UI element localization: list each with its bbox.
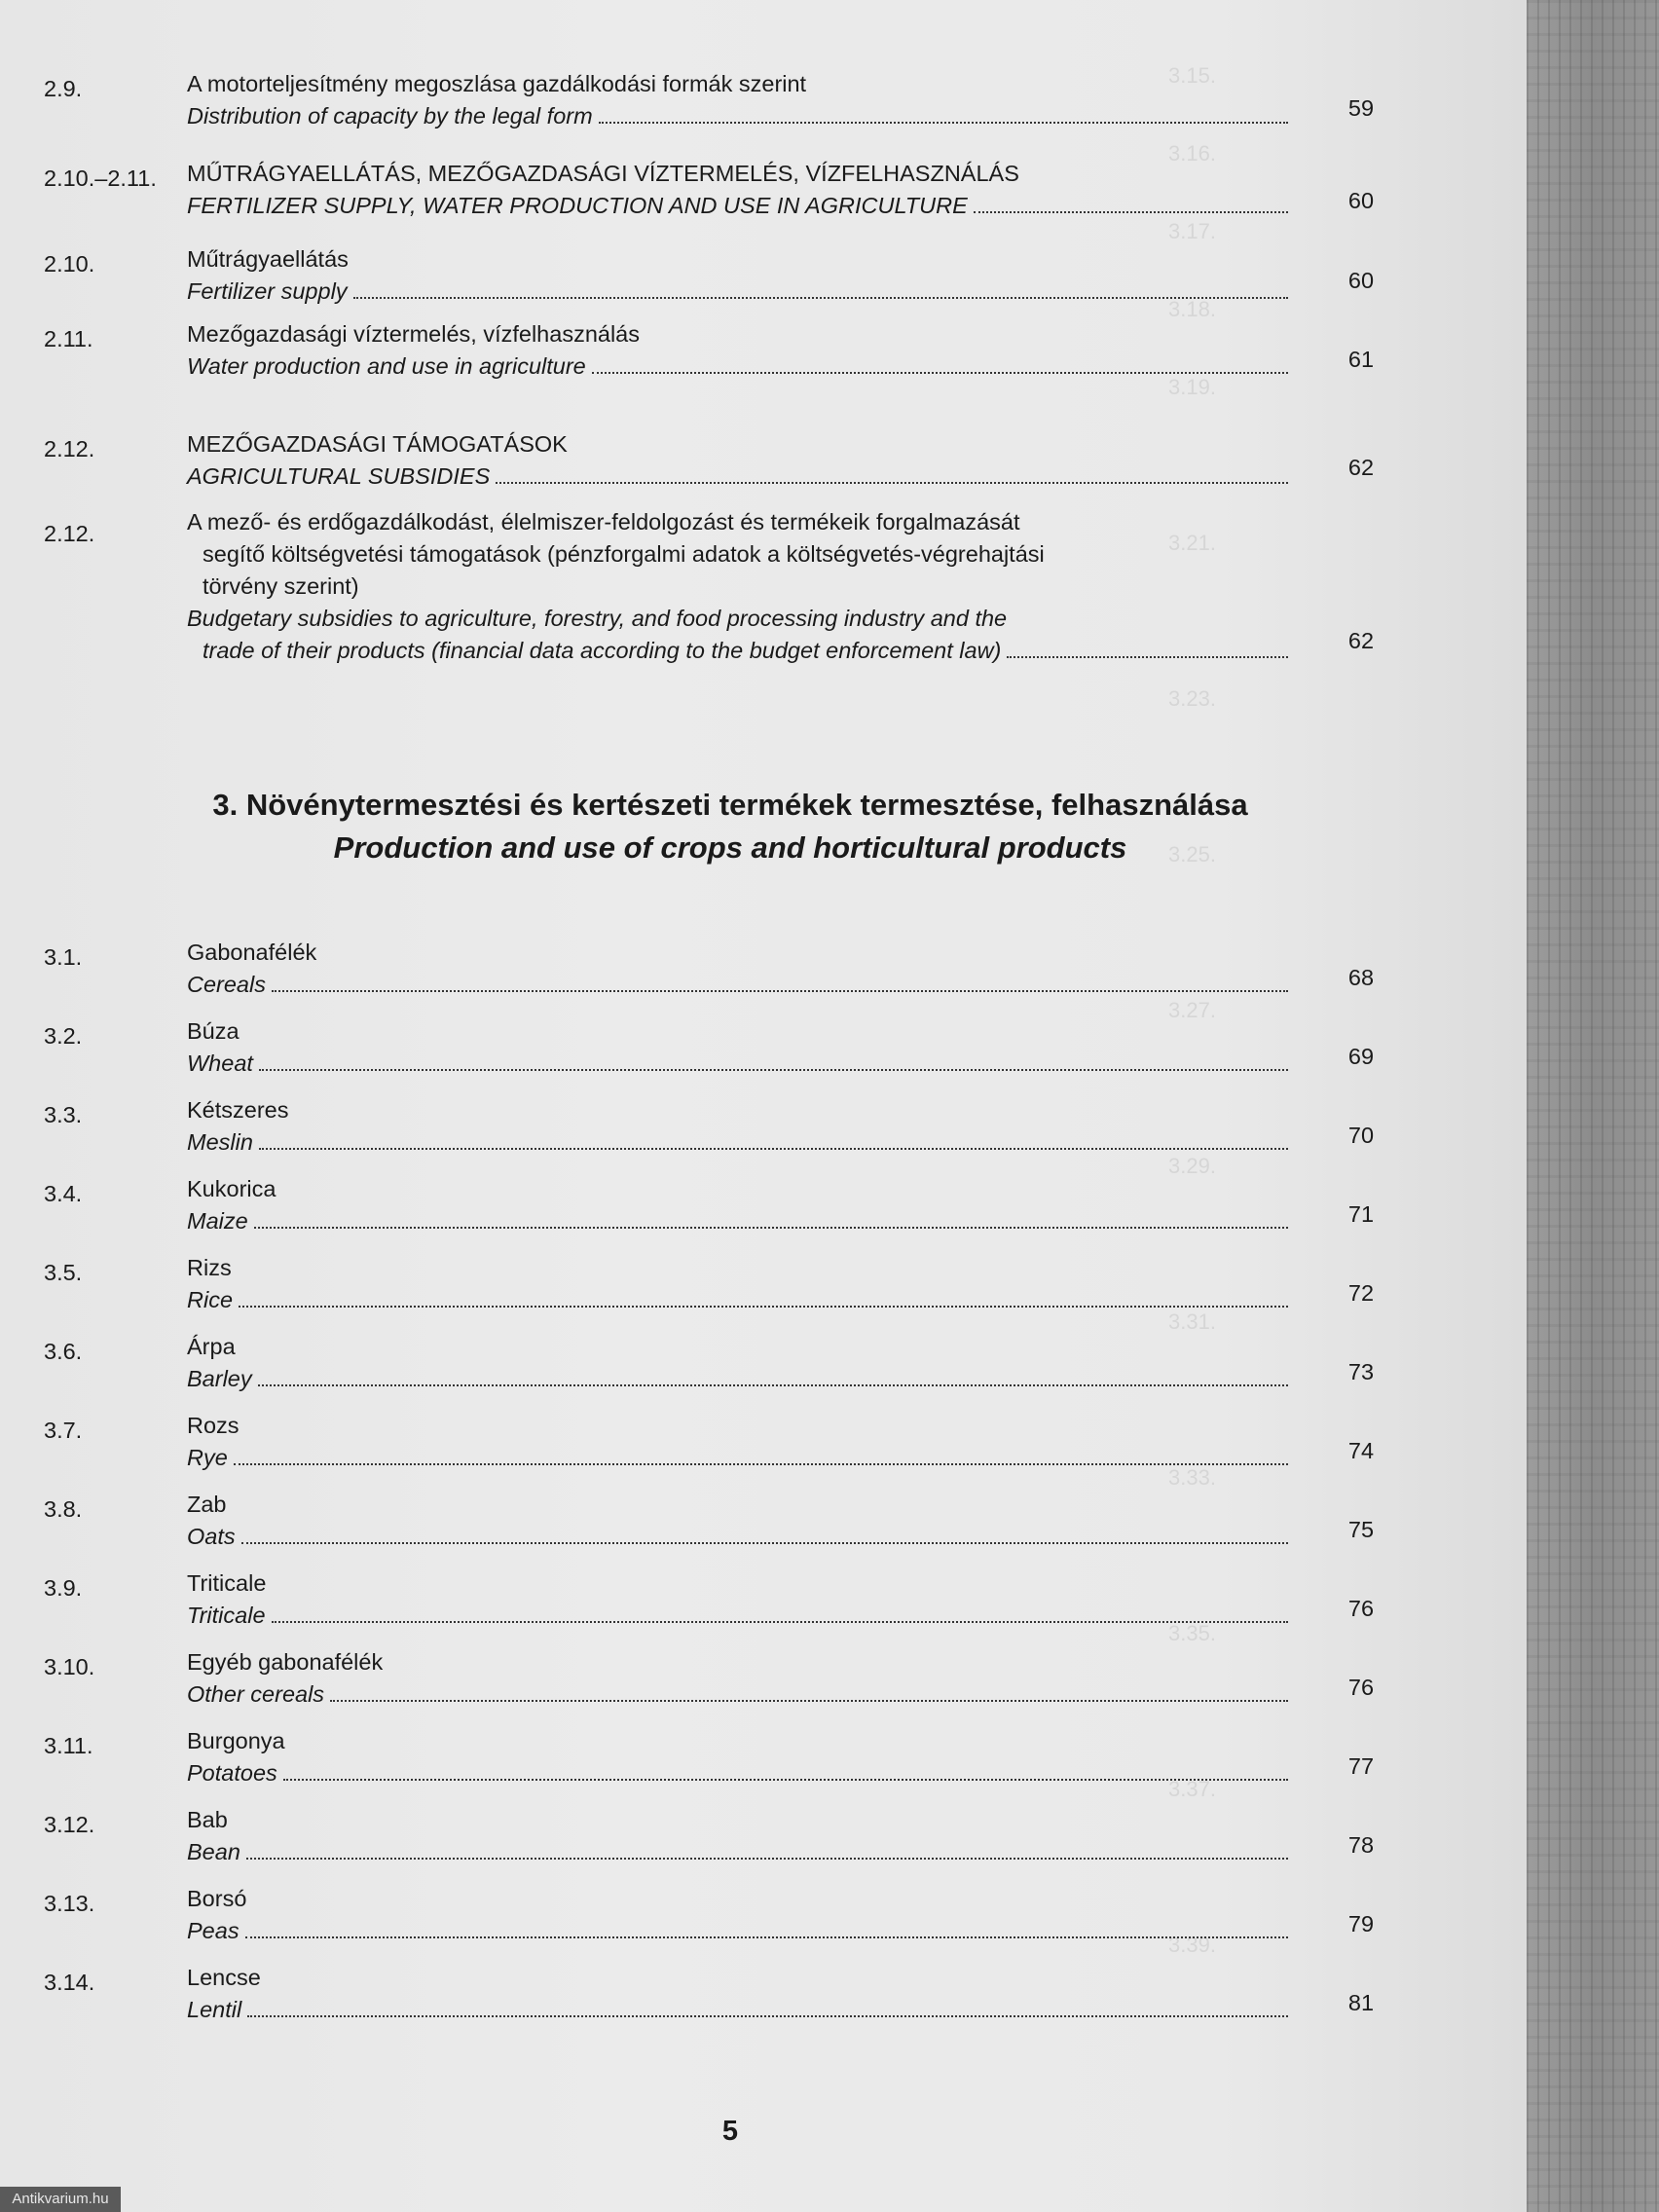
page-number: 71: [1347, 1201, 1375, 1227]
entry-title-en: Other cereals: [187, 1681, 325, 1707]
dot-leader: [974, 211, 1288, 213]
entry-title-hu: Műtrágyaellátás: [187, 246, 349, 272]
dot-leader: [1007, 656, 1288, 658]
bleed-through-text: 3.21.: [1168, 531, 1216, 555]
page-number: 79: [1347, 1911, 1375, 1936]
page-number: 72: [1347, 1280, 1375, 1306]
bleed-through-text: 3.27.: [1168, 998, 1216, 1022]
dot-leader: [353, 297, 1288, 299]
page-number: 76: [1347, 1596, 1375, 1621]
entry-number: 2.12.: [44, 436, 95, 461]
entry-title-hu: Rozs: [187, 1413, 240, 1438]
entry-title-hu: Árpa: [187, 1334, 236, 1359]
entry-title-hu: Mezőgazdasági víztermelés, vízfelhasználás: [187, 321, 640, 347]
entry-title-hu-line: törvény szerint): [203, 573, 359, 599]
entry-number: 3.4.: [44, 1181, 83, 1206]
dot-leader: [592, 372, 1288, 374]
page-number: 76: [1347, 1675, 1375, 1700]
entry-title-en: Rye: [187, 1445, 228, 1470]
entry-number: 3.2.: [44, 1023, 83, 1049]
page-number: 59: [1347, 95, 1375, 121]
dot-leader: [241, 1542, 1288, 1544]
dot-leader: [239, 1306, 1288, 1308]
entry-title-en: Barley: [187, 1366, 252, 1391]
dot-leader: [246, 1858, 1288, 1860]
entry-title-en: Bean: [187, 1839, 240, 1864]
bleed-through-text: 3.19.: [1168, 375, 1216, 399]
entry-title-hu: Bab: [187, 1807, 228, 1832]
chapter-heading: [0, 784, 1460, 869]
entry-title-hu: MŰTRÁGYAELLÁTÁS, MEZŐGAZDASÁGI VÍZTERMELÉS, VÍZFELHASZNÁLÁS: [187, 161, 1019, 186]
entry-title-en: Rice: [187, 1287, 234, 1312]
entry-number: 2.12.: [44, 521, 95, 546]
entry-title-hu: MEZŐGAZDASÁGI TÁMOGATÁSOK: [187, 431, 568, 457]
dot-leader: [599, 122, 1288, 124]
dot-leader: [330, 1700, 1288, 1702]
dot-leader: [272, 990, 1288, 992]
entry-title-en: Meslin: [187, 1129, 253, 1155]
bleed-through-text: 3.23.: [1168, 686, 1216, 711]
chapter-title-hu: 3. Növénytermesztési és kertészeti termékek termesztése, felhasználása: [212, 788, 1248, 822]
entry-title-hu: Burgonya: [187, 1728, 285, 1753]
entry-title-en: Potatoes: [187, 1760, 277, 1786]
entry-title-en: Oats: [187, 1524, 236, 1549]
dot-leader: [254, 1227, 1288, 1229]
dot-leader: [259, 1148, 1288, 1150]
page-number: 62: [1347, 455, 1375, 480]
entry-number: 2.9.: [44, 76, 83, 101]
entry-title-en: Peas: [187, 1918, 240, 1943]
bleed-through-text: 3.18.: [1168, 297, 1216, 321]
dot-leader: [283, 1779, 1288, 1781]
entry-number: 3.9.: [44, 1575, 83, 1601]
entry-title-hu-line: A mező- és erdőgazdálkodást, élelmiszer-feldolgozást és termékeik forgalmazását: [187, 509, 1020, 535]
bleed-through-text: 3.31.: [1168, 1309, 1216, 1334]
entry-title-en: Maize: [187, 1208, 248, 1234]
entry-title-en: Water production and use in agriculture: [187, 353, 586, 379]
entry-number: 3.12.: [44, 1812, 95, 1837]
entry-title-en: Triticale: [187, 1603, 266, 1628]
folio-page-number: 5: [721, 2116, 739, 2147]
entry-title-hu: Kukorica: [187, 1176, 276, 1201]
dot-leader: [245, 1936, 1288, 1938]
watermark-logo: Antikvarium.hu: [0, 2187, 121, 2212]
entry-title-en: Fertilizer supply: [187, 278, 348, 304]
entry-number: 2.10.: [44, 251, 95, 276]
bleed-through-text: 3.39.: [1168, 1933, 1216, 1957]
chapter-title-en: Production and use of crops and horticultural products: [333, 830, 1127, 865]
page-number: 75: [1347, 1517, 1375, 1542]
entry-number: 3.7.: [44, 1418, 83, 1443]
page-number: 73: [1347, 1359, 1375, 1384]
dot-leader: [247, 2015, 1288, 2017]
page-number: 70: [1347, 1123, 1375, 1148]
bleed-through-text: 3.29.: [1168, 1154, 1216, 1178]
entry-title-en: Distribution of capacity by the legal form: [187, 103, 593, 129]
entry-title-en: Cereals: [187, 972, 266, 997]
page-number: 60: [1347, 188, 1375, 213]
entry-number: 3.6.: [44, 1339, 83, 1364]
dot-leader: [259, 1069, 1288, 1071]
entry-number: 3.13.: [44, 1891, 95, 1916]
bleed-through-text: 3.16.: [1168, 141, 1216, 166]
entry-title-hu: Búza: [187, 1018, 240, 1044]
dot-leader: [258, 1384, 1288, 1386]
entry-title-hu: Rizs: [187, 1255, 232, 1280]
page-number: 78: [1347, 1832, 1375, 1858]
page-number: 81: [1347, 1990, 1375, 2015]
entry-title-hu-line: segítő költségvetési támogatások (pénzforgalmi adatok a költségvetés-végrehajtási: [203, 541, 1045, 567]
bleed-through-text: 3.25.: [1168, 842, 1216, 866]
bleed-through-text: 3.15.: [1168, 63, 1216, 88]
dot-leader: [496, 482, 1288, 484]
bleed-through-text: 3.33.: [1168, 1465, 1216, 1490]
entry-title-hu: Lencse: [187, 1965, 261, 1990]
entry-number: 2.11.: [44, 326, 93, 351]
entry-number: 3.8.: [44, 1496, 83, 1522]
entry-number: 3.5.: [44, 1260, 83, 1285]
entry-title-hu: Borsó: [187, 1886, 247, 1911]
bleed-through-text: 3.17.: [1168, 219, 1216, 243]
entry-number: 2.10.–2.11.: [44, 166, 157, 191]
entry-title-hu: Gabonafélék: [187, 940, 317, 965]
entry-title-hu: Egyéb gabonafélék: [187, 1649, 384, 1675]
book-binding-edge: [1527, 0, 1659, 2212]
bleed-through-text: 3.35.: [1168, 1621, 1216, 1645]
entry-title-en: FERTILIZER SUPPLY, WATER PRODUCTION AND USE IN AGRICULTURE: [187, 193, 968, 218]
dot-leader: [234, 1463, 1288, 1465]
page-number: 74: [1347, 1438, 1375, 1463]
entry-number: 3.14.: [44, 1970, 95, 1995]
entry-title-hu: A motorteljesítmény megoszlása gazdálkodási formák szerint: [187, 71, 807, 96]
page-number: 69: [1347, 1044, 1375, 1069]
bleed-through-text: 3.37.: [1168, 1777, 1216, 1801]
entry-number: 3.3.: [44, 1102, 83, 1127]
page-number: 68: [1347, 965, 1375, 990]
page-number: 77: [1347, 1753, 1375, 1779]
entry-number: 3.1.: [44, 944, 83, 970]
entry-title-en: Wheat: [187, 1051, 253, 1076]
page-number: 62: [1347, 628, 1375, 653]
dot-leader: [272, 1621, 1288, 1623]
entry-number: 3.10.: [44, 1654, 95, 1679]
entry-title-hu: Triticale: [187, 1570, 267, 1596]
entry-title-en-line: Budgetary subsidies to agriculture, forestry, and food processing industry and the: [187, 606, 1008, 631]
entry-title-en: AGRICULTURAL SUBSIDIES: [187, 463, 491, 489]
entry-title-en-line: trade of their products (financial data according to the budget enforcement law): [203, 638, 1002, 663]
page-number: 61: [1347, 347, 1375, 372]
entry-number: 3.11.: [44, 1733, 93, 1758]
entry-title-hu: Zab: [187, 1492, 227, 1517]
entry-title-en: Lentil: [187, 1997, 242, 2022]
entry-title-hu: Kétszeres: [187, 1097, 289, 1123]
page-number: 60: [1347, 268, 1375, 293]
